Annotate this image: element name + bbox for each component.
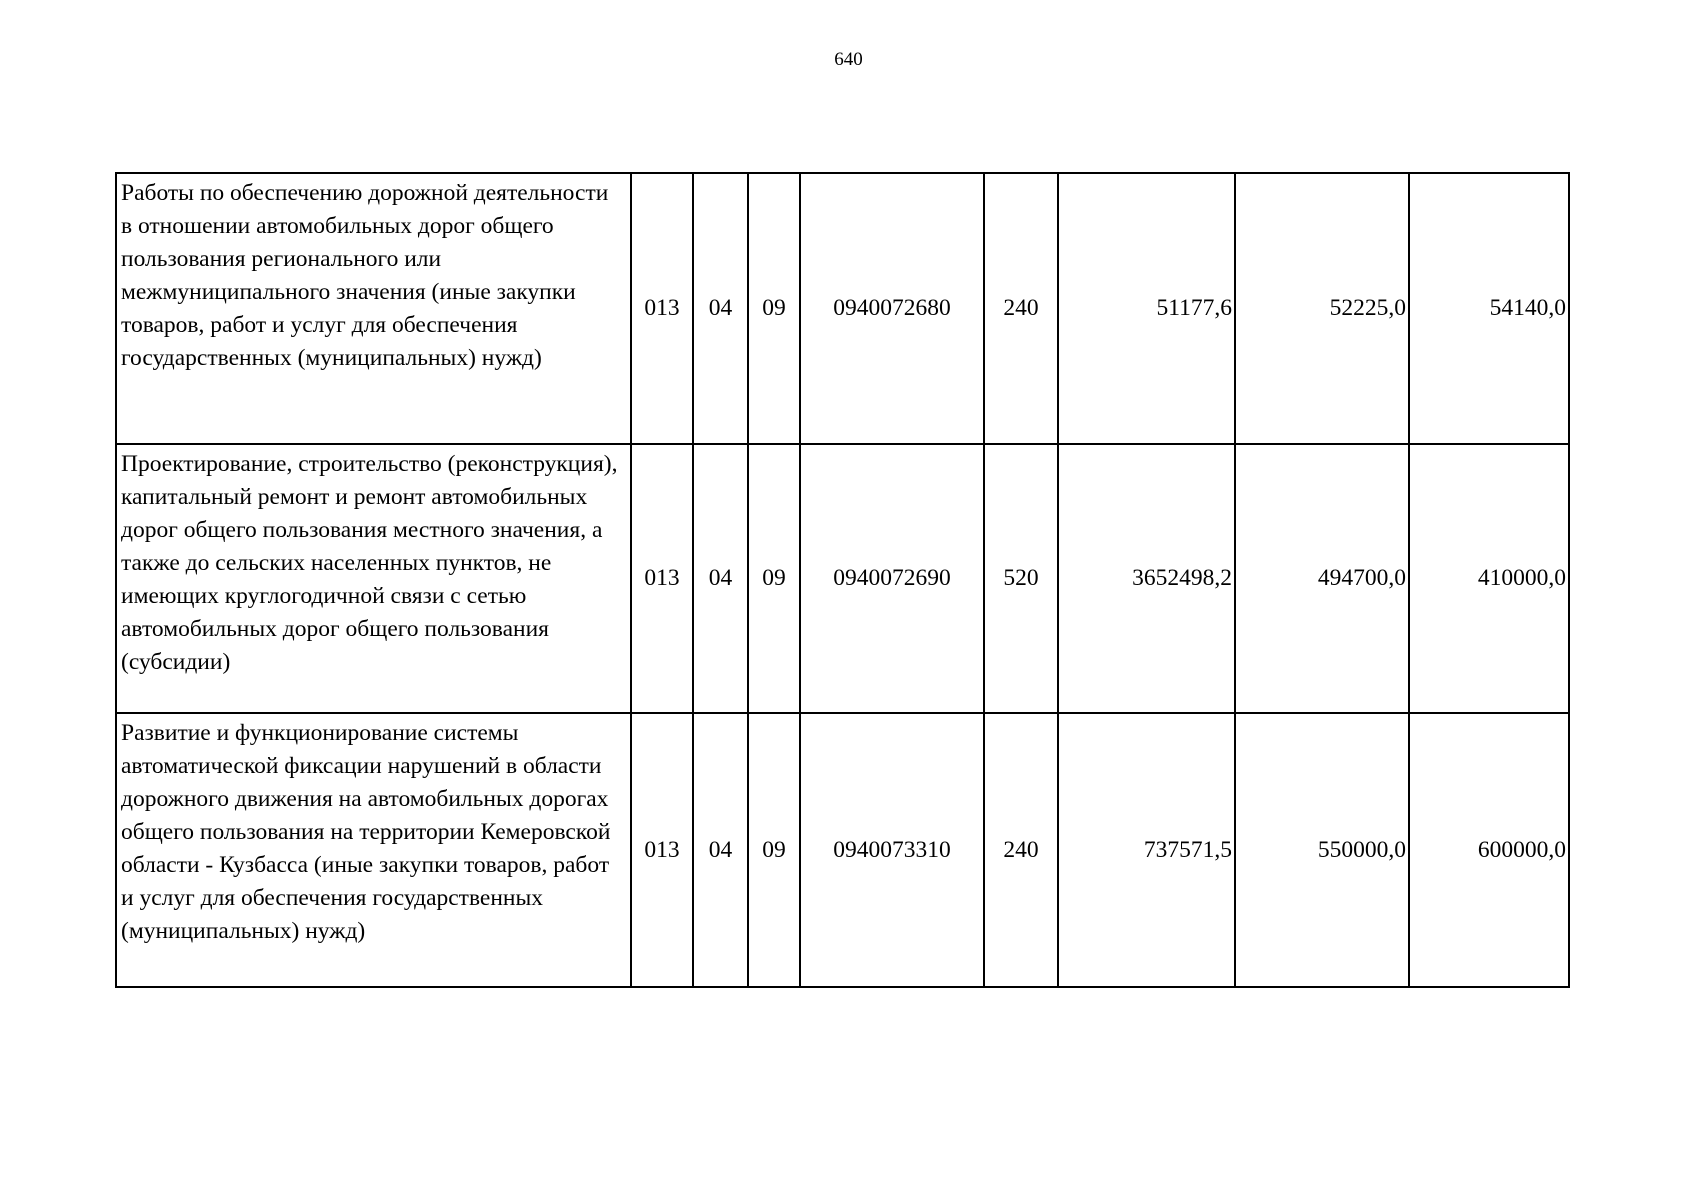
ministry-code: 013 bbox=[631, 713, 693, 987]
section-code: 04 bbox=[693, 173, 748, 444]
row-description: Развитие и функционирование системы автоматической фиксации нарушений в области дорожного движения на автомобильных дорогах общего пользования на территории Кемеровской области - Кузбасса (иные закупки товаров, работ и услуг для обеспечения государственных (муниципальных) нужд) bbox=[121, 720, 611, 944]
amount-year-3: 600000,0 bbox=[1409, 713, 1569, 987]
row-description: Проектирование, строительство (реконструкция), капитальный ремонт и ремонт автомобильных дорог общего пользования местного значения, а также до сельских населенных пунктов, не имеющих круглогодичной связи с сетью автомобильных дорог общего пользования (субсидии) bbox=[121, 451, 618, 675]
subsection-code: 09 bbox=[748, 173, 800, 444]
amount-year-2: 52225,0 bbox=[1235, 173, 1409, 444]
amount-year-1: 3652498,2 bbox=[1058, 444, 1235, 713]
amount-year-2: 550000,0 bbox=[1235, 713, 1409, 987]
amount-year-3: 410000,0 bbox=[1409, 444, 1569, 713]
table-row bbox=[116, 444, 1569, 713]
subsection-code: 09 bbox=[748, 713, 800, 987]
amount-year-1: 51177,6 bbox=[1058, 173, 1235, 444]
ministry-code: 013 bbox=[631, 444, 693, 713]
expense-type-code: 240 bbox=[984, 713, 1058, 987]
amount-year-2: 494700,0 bbox=[1235, 444, 1409, 713]
target-article-code: 0940073310 bbox=[800, 713, 984, 987]
amount-year-1: 737571,5 bbox=[1058, 713, 1235, 987]
budget-table bbox=[115, 172, 1570, 988]
amount-year-3: 54140,0 bbox=[1409, 173, 1569, 444]
table-row bbox=[116, 173, 1569, 444]
section-code: 04 bbox=[693, 444, 748, 713]
subsection-code: 09 bbox=[748, 444, 800, 713]
row-description-cell bbox=[116, 713, 631, 987]
row-description-cell bbox=[116, 173, 631, 444]
ministry-code: 013 bbox=[631, 173, 693, 444]
page-number: 640 bbox=[834, 49, 863, 70]
row-description: Работы по обеспечению дорожной деятельности в отношении автомобильных дорог общего пользования регионального или межмуниципального значения (иные закупки товаров, работ и услуг для обеспечения государственных (муниципальных) нужд) bbox=[121, 180, 609, 371]
row-description-cell bbox=[116, 444, 631, 713]
section-code: 04 bbox=[693, 713, 748, 987]
expense-type-code: 240 bbox=[984, 173, 1058, 444]
target-article-code: 0940072690 bbox=[800, 444, 984, 713]
target-article-code: 0940072680 bbox=[800, 173, 984, 444]
table-row bbox=[116, 713, 1569, 987]
expense-type-code: 520 bbox=[984, 444, 1058, 713]
